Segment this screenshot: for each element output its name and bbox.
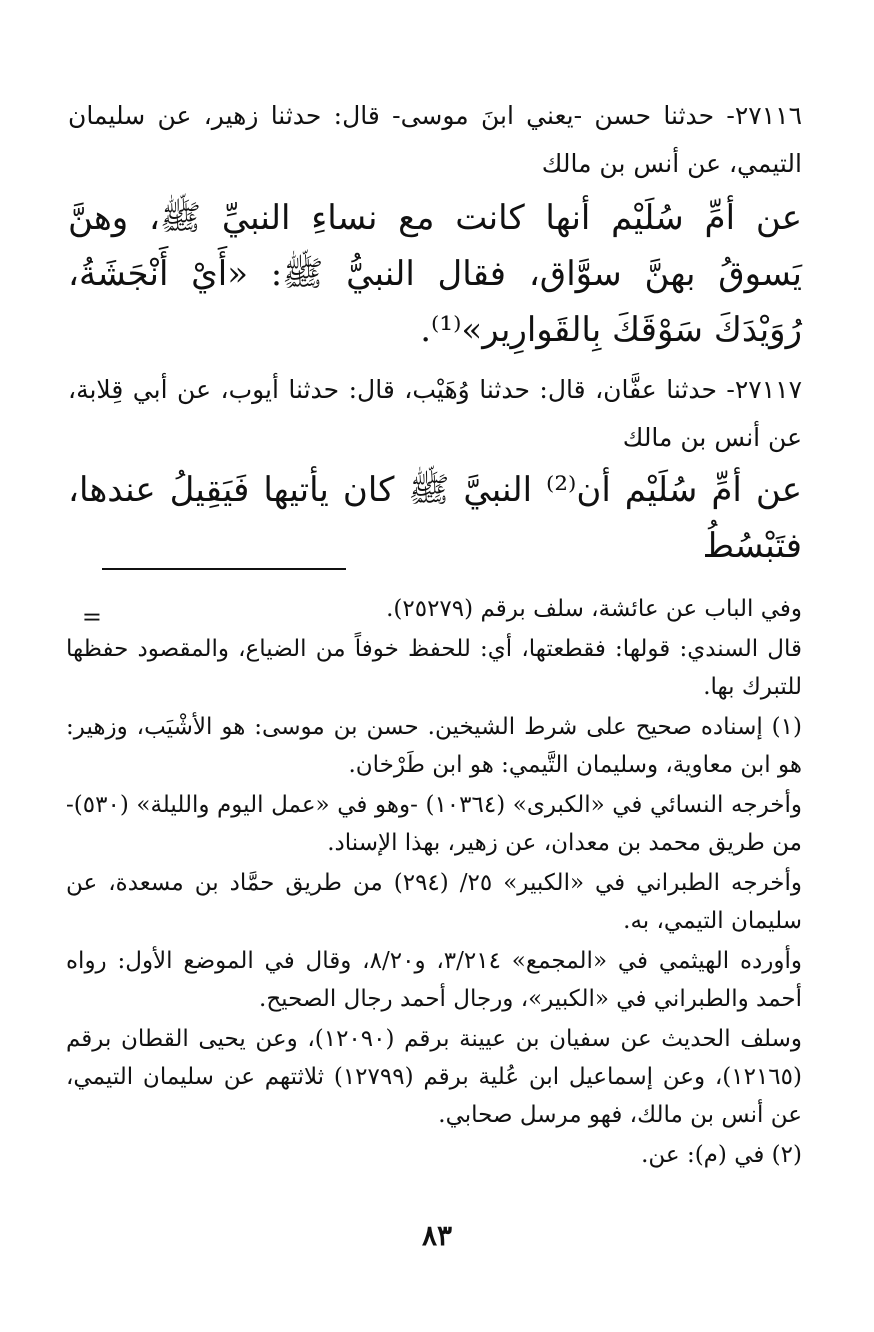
footnote-paragraph: قال السندي: قولها: فقطعتها، أي: للحفظ خوفاً من الضياع، والمقصود حفظها للتبرك بها. xyxy=(66,636,802,700)
page-number: ٨٣ xyxy=(421,1219,453,1252)
footnote-separator xyxy=(102,568,346,570)
continuation-mark: = xyxy=(81,603,102,631)
footnote-paragraph: وأخرجه النسائي في «الكبرى» (١٠٣٦٤) -وهو في «عمل اليوم والليلة» (٥٣٠)- من طريق محمد بن معدان، عن زهير، بهذا الإسناد. xyxy=(66,792,802,856)
footnote-paragraph: (٢) في (م): عن. xyxy=(641,1142,802,1168)
hadith-isnad-27116: ٢٧١١٦- حدثنا حسن -يعني ابنَ موسى- قال: حدثنا زهير، عن سليمان التيمي، عن أنس بن مالك xyxy=(68,101,802,178)
footnote-paragraph: وسلف الحديث عن سفيان بن عيينة برقم (١٢٠٩٠)، وعن يحيى القطان برقم (١٢١٦٥)، وعن إسماعيل ابن عُلية برقم (١٢٧٩٩) ثلاثتهم عن سليمان التيمي، عن أنس بن مالك، فهو مرسل صحابي. xyxy=(66,1026,803,1128)
footnote-paragraph: وفي الباب عن عائشة، سلف برقم (٢٥٢٧٩). xyxy=(386,596,802,622)
footnote-paragraph: (١) إسناده صحيح على شرط الشيخين. حسن بن موسى: هو الأشْيَب، وزهير: هو ابن معاوية، وسليمان التَّيمي: هو ابن طَرْخان. xyxy=(66,714,802,778)
hadith-isnad-27117: ٢٧١١٧- حدثنا عفَّان، قال: حدثنا وُهَيْب، قال: حدثنا أيوب، عن أبي قِلابة، عن أنس بن مالك xyxy=(68,375,802,452)
footnote-paragraph: وأورده الهيثمي في «المجمع» ٣/٢١٤، و٨/٢٠، وقال في الموضع الأول: رواه أحمد والطبراني في «الكبير»، ورجال أحمد رجال الصحيح. xyxy=(66,948,803,1012)
hadith-matn-27116: عن أمِّ سُلَيْم أنها كانت مع نساءِ النبيِّ ﷺ، وهنَّ يَسوقُ بهنَّ سوَّاق، فقال النبيُّ ﷺ: «أَيْ أَنْجَشَةُ، رُوَيْدَكَ سَوْقَكَ بِالقَوارِير»⁽¹⁾. xyxy=(68,198,802,350)
footnote-paragraph: وأخرجه الطبراني في «الكبير» ٢٥/ (٢٩٤) من طريق حمَّاد بن مسعدة، عن سليمان التيمي، به. xyxy=(66,870,802,934)
hadith-matn-27117: عن أمِّ سُلَيْم أن⁽²⁾ النبيَّ ﷺ كان يأتيها فَيَقِيلُ عندها، فتَبْسُطُ xyxy=(68,470,802,566)
footnotes-section xyxy=(66,590,802,1176)
